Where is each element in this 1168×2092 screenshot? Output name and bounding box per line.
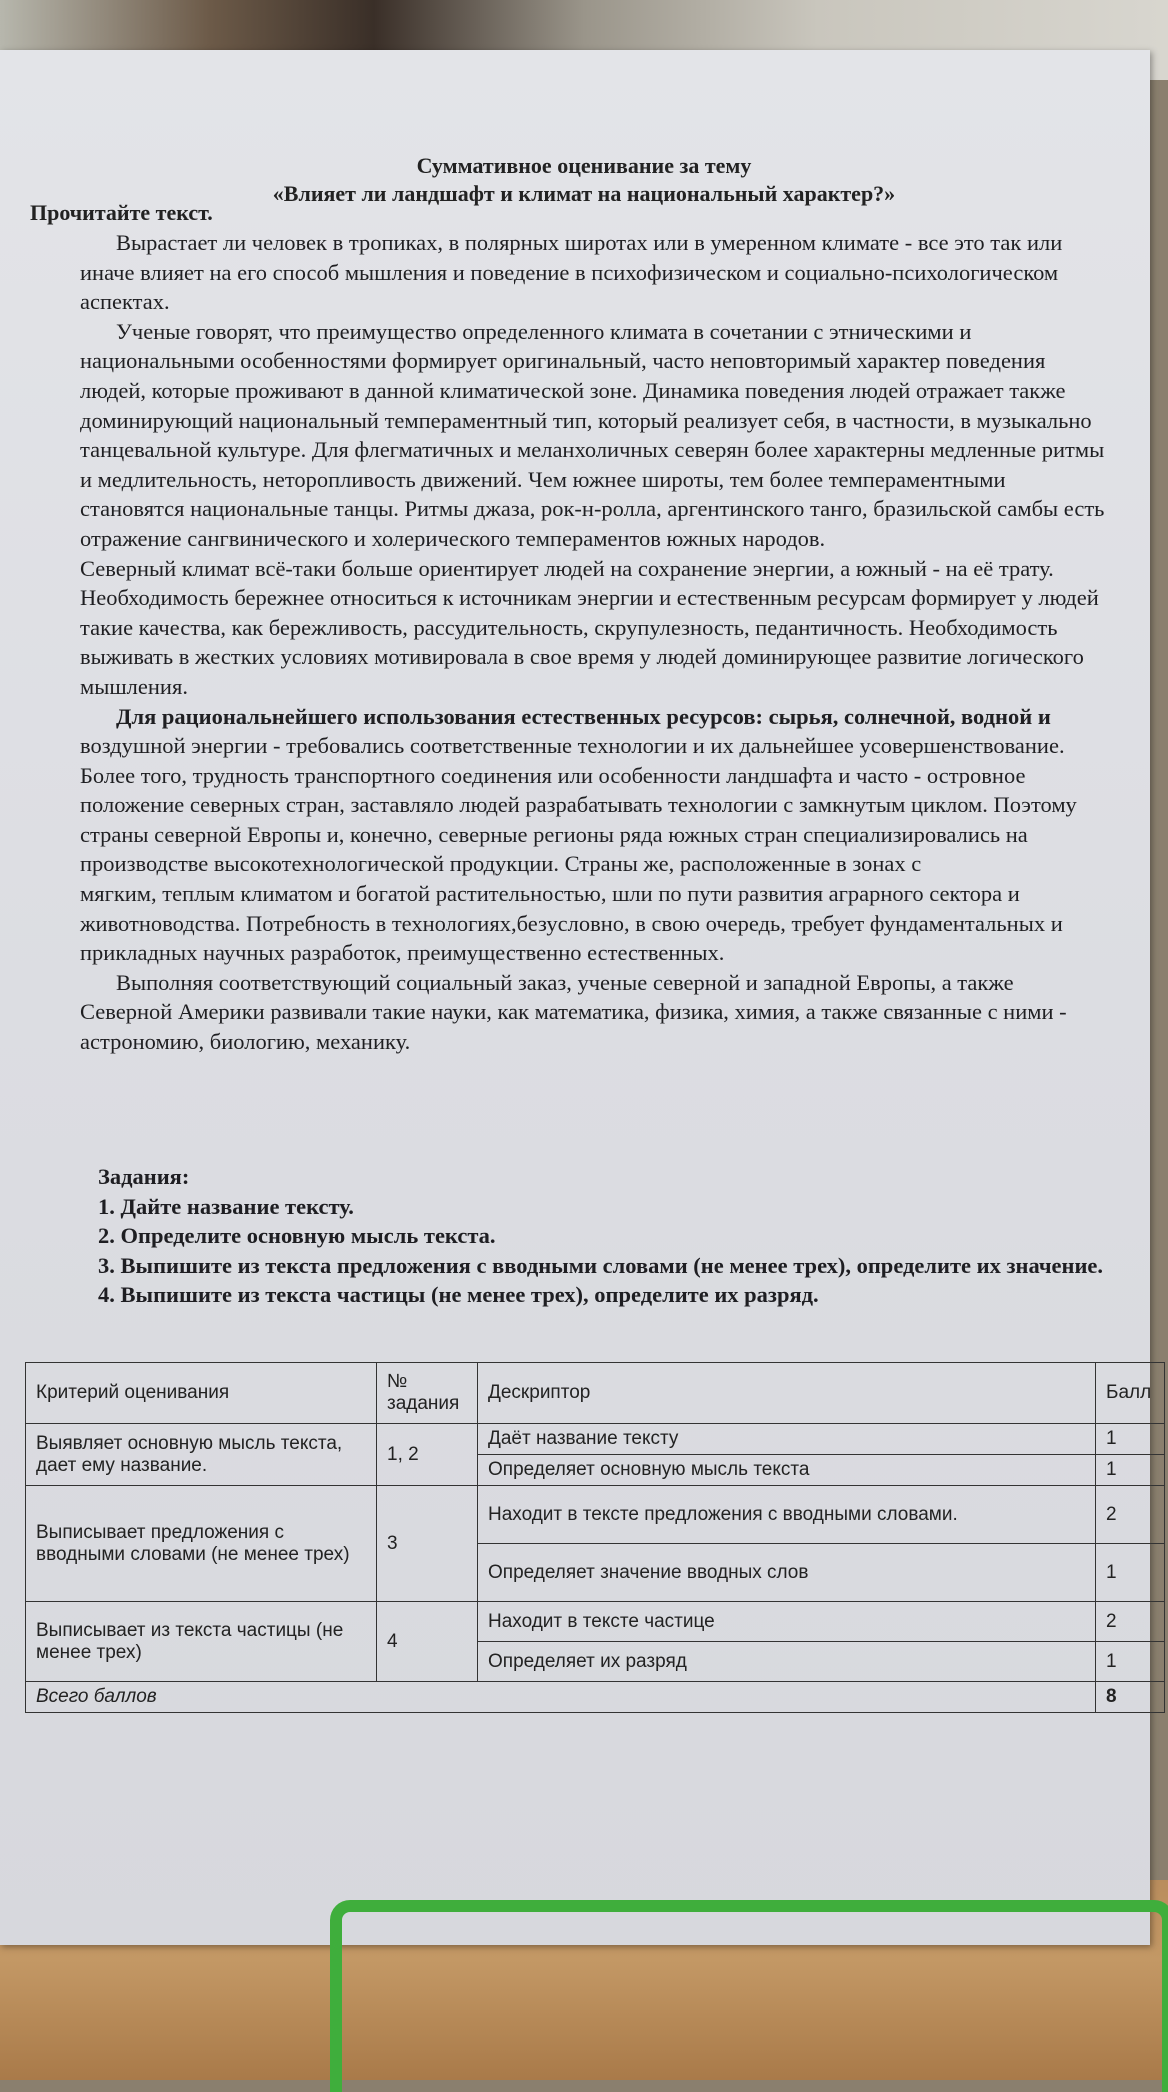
- descriptor-cell: Находит в тексте предложения с вводными словами.: [478, 1486, 1096, 1544]
- header-score: Балл: [1096, 1363, 1165, 1424]
- descriptor-cell: Определяет значение вводных слов: [478, 1544, 1096, 1602]
- paragraph-3: Северный климат всё-таки больше ориентирует людей на сохранение энергии, а южный - на её трату. Необходимость бережнее относиться к источникам энергии и естественным ресурсам формирует у людей такие качества, как бережливость, рассудительность, скрупулезность, педантичность. Необходимость выживать в жестких условиях мотивировала в свое время у людей доминирующее развитие логического мышления.: [80, 555, 1099, 699]
- task-4: 4. Выпишите из текста частицы (не менее трех), определите их разряд.: [98, 1282, 819, 1307]
- instruction: Прочитайте текст.: [30, 200, 213, 225]
- paragraph-5: мягким, теплым климатом и богатой растительностью, шли по пути развития аграрного сектора и животноводства. Потребность в технологиях,безусловно, в свою очередь, требует фундаментальных и прикладных научных разработок, преимущественно естественных.: [80, 881, 1063, 966]
- tasks-heading: Задания:: [98, 1164, 190, 1189]
- task-no-cell: 1, 2: [377, 1424, 478, 1486]
- table-row: [26, 1602, 1165, 1642]
- paragraph-6: Выполняя соответствующий социальный заказ, ученые северной и западной Европы, а также Северной Америки развивали такие науки, как математика, физика, химия, а также связанные с ними - астрономию, биологию, механику.: [80, 969, 1067, 1055]
- header-criterion: Критерий оценивания: [26, 1363, 377, 1424]
- table-header-row: [26, 1363, 1165, 1424]
- header-task-no: № задания: [377, 1363, 478, 1424]
- criterion-cell: Выписывает из текста частицы (не менее трех): [26, 1602, 377, 1682]
- paragraph-4: [80, 702, 1110, 880]
- score-cell: 2: [1096, 1486, 1165, 1544]
- reading-text: [80, 228, 1110, 1057]
- task-no-cell: 4: [377, 1602, 478, 1682]
- criterion-cell: Выписывает предложения с вводными словами (не менее трех): [26, 1486, 377, 1602]
- tasks-block: [98, 1162, 1128, 1310]
- paragraph-1: Вырастает ли человек в тропиках, в полярных широтах или в умеренном климате - все это так или иначе влияет на его способ мышления и поведение в психофизическом и социально-психологическом аспектах.: [80, 230, 1063, 315]
- total-row: [26, 1682, 1165, 1713]
- paragraph-4-rest: воздушной энергии - требовались соответственные технологии и их дальнейшее усовершенствование. Более того, трудность транспортного соединения или особенности ландшафта и часто - островное положение северных стран, заставляло людей разрабатывать технологии с замкнутым циклом. Поэтому страны северной Европы и, конечно, северные регионы ряда южных стран специализировались на производстве высокотехнологической продукции. Страны же, расположенные в зонах с: [80, 733, 1077, 877]
- paragraph-4-bold: Для рациональнейшего использования естественных ресурсов: сырья, солнечной, водной и: [116, 703, 1051, 729]
- descriptor-cell: Определяет основную мысль текста: [478, 1455, 1096, 1486]
- grading-table: [25, 1362, 1165, 1713]
- descriptor-cell: Находит в тексте частице: [478, 1602, 1096, 1642]
- total-score: 8: [1096, 1682, 1165, 1713]
- total-label: Всего баллов: [26, 1682, 1096, 1713]
- score-cell: 2: [1096, 1602, 1165, 1642]
- task-3: 3. Выпишите из текста предложения с вводными словами (не менее трех), определите их значение.: [98, 1252, 1104, 1278]
- score-cell: 1: [1096, 1642, 1165, 1682]
- score-cell: 1: [1096, 1455, 1165, 1486]
- score-cell: 1: [1096, 1424, 1165, 1455]
- descriptor-cell: Определяет их разряд: [478, 1642, 1096, 1682]
- task-no-cell: 3: [377, 1486, 478, 1602]
- score-cell: 1: [1096, 1544, 1165, 1602]
- task-1: 1. Дайте название тексту.: [98, 1193, 354, 1219]
- descriptor-cell: Даёт название тексту: [478, 1424, 1096, 1455]
- criterion-cell: Выявляет основную мысль текста, дает ему название.: [26, 1424, 377, 1486]
- title-line-1: Суммативное оценивание за тему: [416, 153, 752, 178]
- title-line-2: «Влияет ли ландшафт и климат на национальный характер?»: [272, 181, 896, 206]
- header-descriptor: Дескриптор: [478, 1363, 1096, 1424]
- paragraph-2: Ученые говорят, что преимущество определенного климата в сочетании с этническими и национальными особенностями формирует оригинальный, часто неповторимый характер поведения людей, которые проживают в данной климатической зоне. Динамика поведения людей отражает также доминирующий национальный темпераментный тип, который реализует себя, в частности, в музыкально танцевальной культуре. Для флегматичных и меланхоличных северян более характерны медленные ритмы и медлительность, неторопливость движений. Чем южнее широты, тем более темпераментными становятся национальные танцы. Ритмы джаза, рок-н-ролла, аргентинского танго, бразильской самбы есть отражение сангвинического и холерического темпераментов южных народов.: [80, 318, 1105, 551]
- green-clip: [330, 1900, 1168, 2092]
- table-row: [26, 1424, 1165, 1455]
- task-2: 2. Определите основную мысль текста.: [98, 1223, 496, 1248]
- table-row: [26, 1486, 1165, 1544]
